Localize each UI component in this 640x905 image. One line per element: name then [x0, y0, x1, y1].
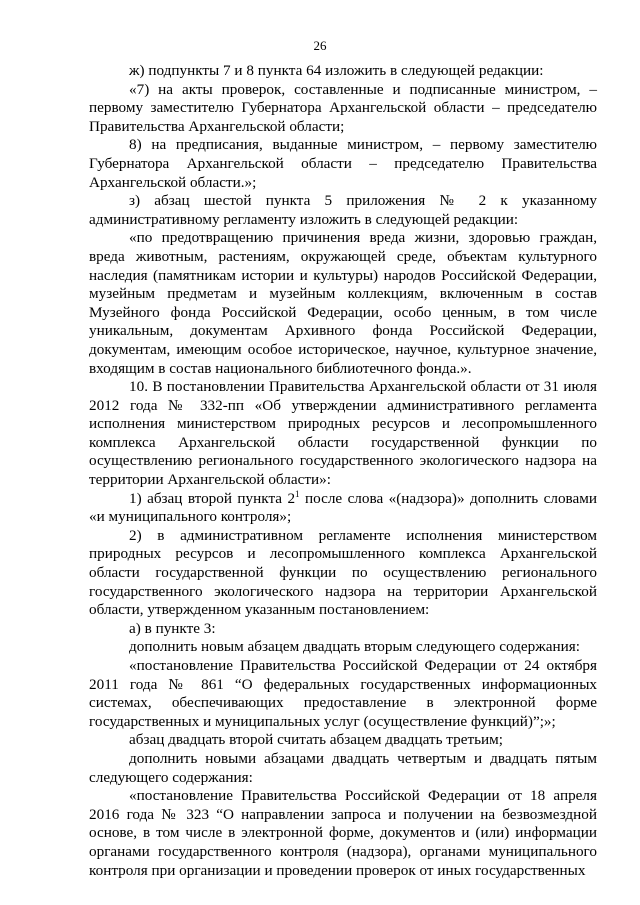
document-body: [89, 62, 597, 880]
paragraph-quote-harm: «по предотвращению причинения вреда жизни, здоровью граждан, вреда животным, растениям, окружающей среде, объектам культурного наследия (памятникам истории и культуры) народов Российской Федерации, музейным предметам и музейным коллекциям, включенным в состав Музейного фонда Российской Федерации, особо ценным, в том числе уникальным, документам Архивного фонда Российской Федерации, документам, имеющим особое историческое, научное, культурное значение, входящим в состав национального библиотечного фонда.».: [89, 229, 597, 377]
item-1-before: 1) абзац второй пункта 2: [129, 489, 296, 507]
paragraph-item-2: 2) в административном регламенте исполнения министерством природных ресурсов и лесопромышленного комплекса Архангельской области государственной функции по осуществлению регионального государственного экологического надзора на территории Архангельской области, утвержденном указанным постановлением:: [89, 526, 597, 619]
paragraph-10: 10. В постановлении Правительства Архангельской области от 31 июля 2012 года № 332-пп «Об утверждении административного регламента исполнения министерством природных ресурсов и лесопромышленного комплекса Архангельской области государственной функции по осуществлению регионального государственного экологического надзора на территории Архангельской области»:: [89, 378, 597, 489]
item-1-after: после слова «(надзора)» дополнить словами «и муниципального контроля»;: [89, 489, 598, 526]
paragraph-add-22: дополнить новым абзацем двадцать вторым следующего содержания:: [129, 638, 580, 656]
paragraph-z: з) абзац шестой пункта 5 приложения № 2 к указанному административному регламенту изложить в следующей редакции:: [89, 192, 597, 228]
paragraph-quote-861: «постановление Правительства Российской Федерации от 24 октября 2011 года № 861 “О федеральных государственных информационных системах, обеспечивающих предоставление в электронной форме государственных и муниципальных услуг (осуществление функций)”;»;: [89, 657, 597, 730]
paragraph-zh: ж) подпункты 7 и 8 пункта 64 изложить в следующей редакции:: [129, 62, 544, 79]
paragraph-quote-7: «7) на акты проверок, составленные и подписанные министром, – первому заместителю Губернатора Архангельской области – председателю Правительства Архангельской области;: [89, 80, 597, 135]
paragraph-quote-323: «постановление Правительства Российской Федерации от 18 апреля 2016 года № 323 “О направлении запроса и получении на безвозмездной основе, в том числе в электронной форме, документов и (или) информации органами государственного контроля (надзора), органами муниципального контроля при организации и проведении проверок от иных государственных: [89, 787, 597, 879]
paragraph-item-1: [89, 490, 597, 527]
paragraph-add-24-25: дополнить новыми абзацами двадцать четвертым и двадцать пятым следующего содержания:: [89, 749, 597, 786]
paragraph-renumber: абзац двадцать второй считать абзацем двадцать третьим;: [129, 731, 503, 749]
item-1-superscript: 1: [295, 488, 300, 499]
page-number: 26: [313, 38, 327, 53]
paragraph-item-a: а) в пункте 3:: [129, 619, 216, 637]
paragraph-quote-8: 8) на предписания, выданные министром, – первому заместителю Губернатора Архангельской области – председателю Правительства Архангельской области.»;: [89, 136, 597, 191]
